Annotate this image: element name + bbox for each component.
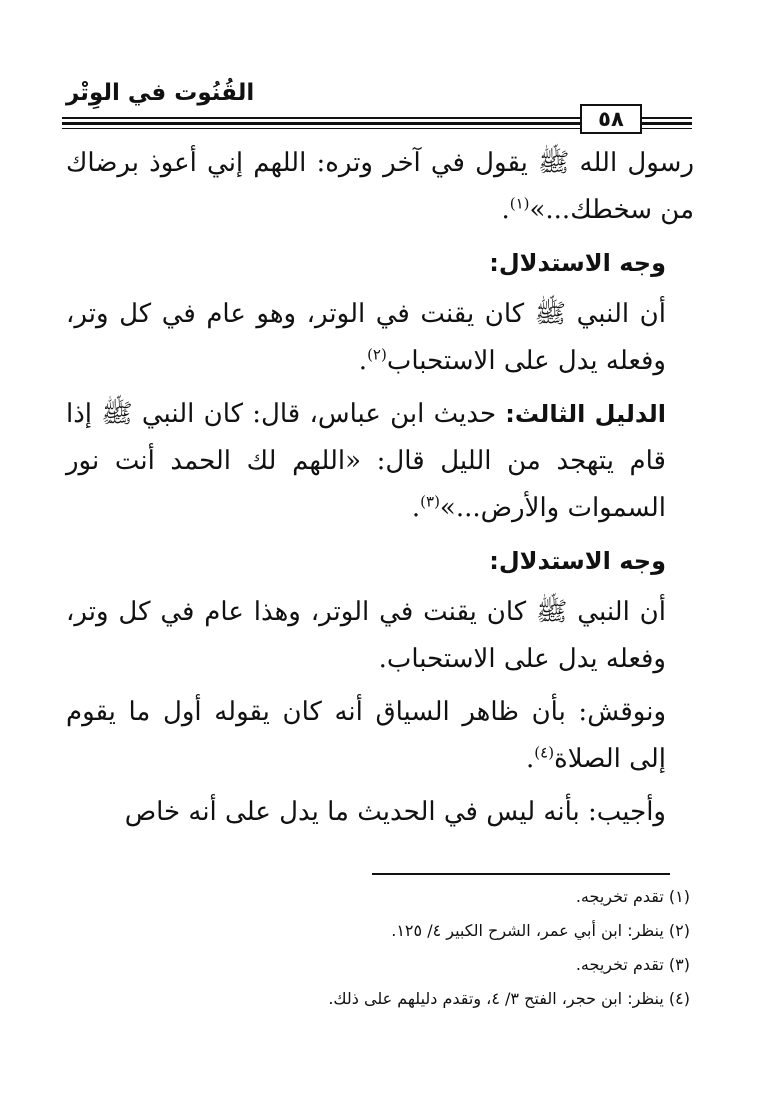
section-heading: وجه الاستدلال: bbox=[489, 547, 666, 575]
rule-line bbox=[642, 117, 692, 119]
paragraph-4 bbox=[66, 589, 694, 683]
rule-line bbox=[642, 122, 692, 125]
footnote: (٤) ينظر: ابن حجر، الفتح ٣/ ٤، وتقدم دليلهم على ذلك. bbox=[328, 989, 690, 1008]
paragraph-2: أن النبي ﷺ كان يقنت في الوتر، وهو عام في كل وتر، وفعله يدل على الاستحباب$^{(٢)}$. bbox=[66, 299, 666, 376]
footnote: (١) تقدم تخريجه. bbox=[575, 887, 690, 906]
rule-line bbox=[62, 117, 580, 119]
paragraph-1: رسول الله ﷺ يقول في آخر وتره: اللهم إني أعوذ برضاك من سخطك...»$^{(١)}$. bbox=[66, 148, 694, 225]
footnote-separator bbox=[372, 873, 670, 875]
paragraph-text: ونوقش: بأن ظاهر السياق أنه كان يقوله أول ما يقوم إلى الصلاة bbox=[66, 697, 666, 774]
paragraph-6 bbox=[66, 789, 694, 836]
rule-line bbox=[62, 128, 580, 129]
footnote-ref: (٣) bbox=[420, 492, 440, 511]
rule-line bbox=[62, 122, 580, 125]
main-text bbox=[66, 140, 694, 842]
footnote-ref: (١) bbox=[509, 194, 530, 213]
footnote: (٢) ينظر: ابن أبي عمر، الشرح الكبير ٤/ ١٢٥. bbox=[391, 921, 690, 940]
section-heading: وجه الاستدلال: bbox=[489, 249, 666, 277]
header-rule bbox=[62, 107, 692, 132]
page-number: ٥٨ bbox=[580, 104, 642, 134]
footnote-ref: (٤) bbox=[534, 743, 555, 762]
rule-line bbox=[642, 128, 692, 129]
paragraph-text: أن النبي ﷺ كان يقنت في الوتر، وهذا عام في كل وتر، وفعله يدل على الاستحباب. bbox=[66, 597, 666, 674]
evidence-title: الدليل الثالث: bbox=[505, 400, 667, 428]
running-header: القُنُوت في الوِتْر bbox=[66, 80, 255, 106]
footnote-ref: (٢) bbox=[367, 345, 387, 364]
paragraph-text: أن النبي ﷺ كان يقنت في الوتر، وهو عام في كل وتر، وفعله يدل على الاستحباب bbox=[66, 299, 666, 376]
paragraph-text: رسول الله ﷺ يقول في آخر وتره: اللهم إني أعوذ برضاك من سخطك...» bbox=[66, 148, 694, 225]
footnotes bbox=[66, 880, 690, 1016]
paragraph-5: ونوقش: بأن ظاهر السياق أنه كان يقوله أول ما يقوم إلى الصلاة$^{(٤)}$. bbox=[66, 697, 666, 774]
paragraph-3: الدليل الثالث: حديث ابن عباس، قال: كان النبي ﷺ إذا قام يتهجد من الليل قال: «اللهم لك الحمد أنت نور السموات والأرض...»$^{(٣)}$. bbox=[66, 399, 667, 523]
footnote: (٣) تقدم تخريجه. bbox=[575, 955, 690, 974]
paragraph-text: وأجيب: بأنه ليس في الحديث ما يدل على أنه خاص bbox=[124, 797, 666, 827]
paragraph-text: حديث ابن عباس، قال: كان النبي ﷺ إذا قام يتهجد من الليل قال: «اللهم لك الحمد أنت نور السموات والأرض...» bbox=[66, 399, 666, 523]
